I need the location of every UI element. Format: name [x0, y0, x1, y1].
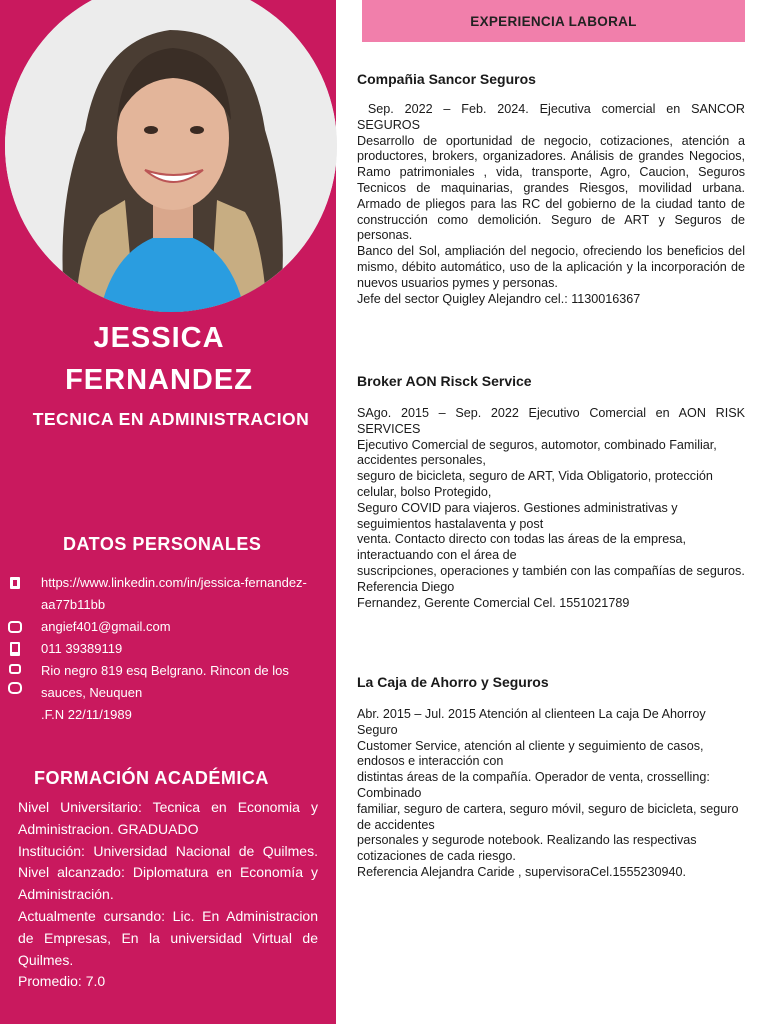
job-line: suscripciones, operaciones y también con las compañías de seguros. Referencia Diego — [357, 563, 745, 594]
email-link[interactable]: angief401@gmail.com — [41, 619, 171, 634]
education-line: Actualmente cursando: Lic. En Administracion de Empresas, En la universidad Virtual de Quilmes. — [18, 907, 318, 968]
linkedin-icon — [8, 576, 22, 590]
contact-list — [8, 572, 328, 726]
job-line: Sep. 2022 – Feb. 2024. Ejecutiva comercial en SANCOR SEGUROS — [357, 102, 749, 132]
job-line: SAgo. 2015 – Sep. 2022 Ejecutivo Comercial en AON RISK SERVICES — [357, 406, 745, 436]
location-icon — [8, 664, 22, 694]
job-line: Seguro COVID para viajeros. Gestiones administrativas y seguimientos hastalaventa y post — [357, 500, 678, 531]
job-line: Ejecutivo Comercial de seguros, automotor, combinado Familiar, accidentes personales, — [357, 437, 717, 468]
job-line: distintas áreas de la compañía. Operador de venta, crosselling: Combinado — [357, 770, 710, 800]
phone-row — [8, 638, 328, 660]
job-line: Abr. 2015 – Jul. 2015 Atención al clienteen La caja De Ahorroy Seguro — [357, 707, 706, 737]
job-line: Jefe del sector Quigley Alejandro cel.: 1130016367 — [357, 291, 641, 306]
job-line: seguro de bicicleta, seguro de ART, Vida Obligatorio, protección celular, bolso Protegido, — [357, 469, 713, 499]
education-line: Promedio: 7.0 — [18, 973, 106, 990]
birthdate-row — [8, 704, 328, 726]
sidebar — [0, 0, 336, 1024]
job-company: Compañia Sancor Seguros — [357, 71, 536, 87]
job-line: familiar, seguro de cartera, seguro móvil, seguro de bicicleta, seguro de accidentes — [357, 801, 739, 832]
job-line: Desarrollo de oportunidad de negocio, cotizaciones, atención a productores, brokers, organizadores. Análisis de grandes Negocios, Ramo patrimoniales , vida, transporte, Agro, Caucion, Seguros Tecnicos de maquinarias, grandes Riesgos, movilidad urbana. Armado de pliegos para las RC del gobierno de la ciudad tanto de construcción como demolición. Seguro de ART y Seguros de personas. — [357, 133, 745, 243]
education-heading: FORMACIÓN ACADÉMICA — [34, 768, 269, 788]
job-line: Banco del Sol, ampliación del negocio, ofreciendo los beneficios del mismo, débito automático, uso de la aplicación y la incorporación de nuevos usuarios pymes y personas. — [357, 244, 745, 290]
birthdate-text: .F.N 22/11/1989 — [41, 707, 132, 722]
job-title: TECNICA EN ADMINISTRACION — [32, 409, 310, 429]
job-line: Referencia Alejandra Caride , supervisoraCel.1555230940. — [357, 864, 687, 879]
portrait-illustration — [5, 0, 337, 312]
job-line: venta. Contacto directo con todas las áreas de la empresa, interactuando con el área de — [357, 532, 687, 563]
linkedin-row — [8, 572, 328, 616]
job-entry — [357, 674, 745, 881]
job-company: La Caja de Ahorro y Seguros — [357, 674, 549, 690]
job-company: Broker AON Risck Service — [357, 373, 532, 389]
linkedin-link[interactable]: https://www.linkedin.com/in/jessica-fernandez-aa77b11bb — [41, 575, 307, 612]
experience-heading: EXPERIENCIA LABORAL — [470, 13, 637, 29]
address-text: Rio negro 819 esq Belgrano. Rincon de los sauces, Neuquen — [41, 663, 289, 700]
experience-header-bar — [362, 0, 745, 42]
job-line: personales y segurode notebook. Realizando las respectivas cotizaciones de cada riesgo. — [357, 833, 697, 864]
phone-icon — [8, 642, 22, 656]
address-row — [8, 660, 328, 704]
email-row — [8, 616, 328, 638]
personal-data-heading: DATOS PERSONALES — [63, 534, 262, 554]
first-name: JESSICA — [93, 322, 225, 354]
last-name: FERNANDEZ — [65, 364, 253, 396]
phone-number: 011 39389119 — [41, 641, 123, 656]
job-line: Fernandez, Gerente Comercial Cel. 1551021789 — [357, 595, 630, 610]
education-line: Nivel Universitario: Tecnica en Economia y Administracion. GRADUADO — [18, 799, 318, 837]
job-line: Customer Service, atención al cliente y seguimiento de casos, endosos e interacción con — [357, 738, 704, 769]
email-icon — [8, 620, 22, 634]
job-entry — [357, 373, 745, 611]
job-entry — [357, 71, 749, 307]
education-line: Institución: Universidad Nacional de Quilmes. Nivel alcanzado: Diplomatura en Economía y Administración. — [18, 842, 318, 903]
education-text — [18, 797, 318, 993]
profile-photo — [5, 0, 337, 312]
